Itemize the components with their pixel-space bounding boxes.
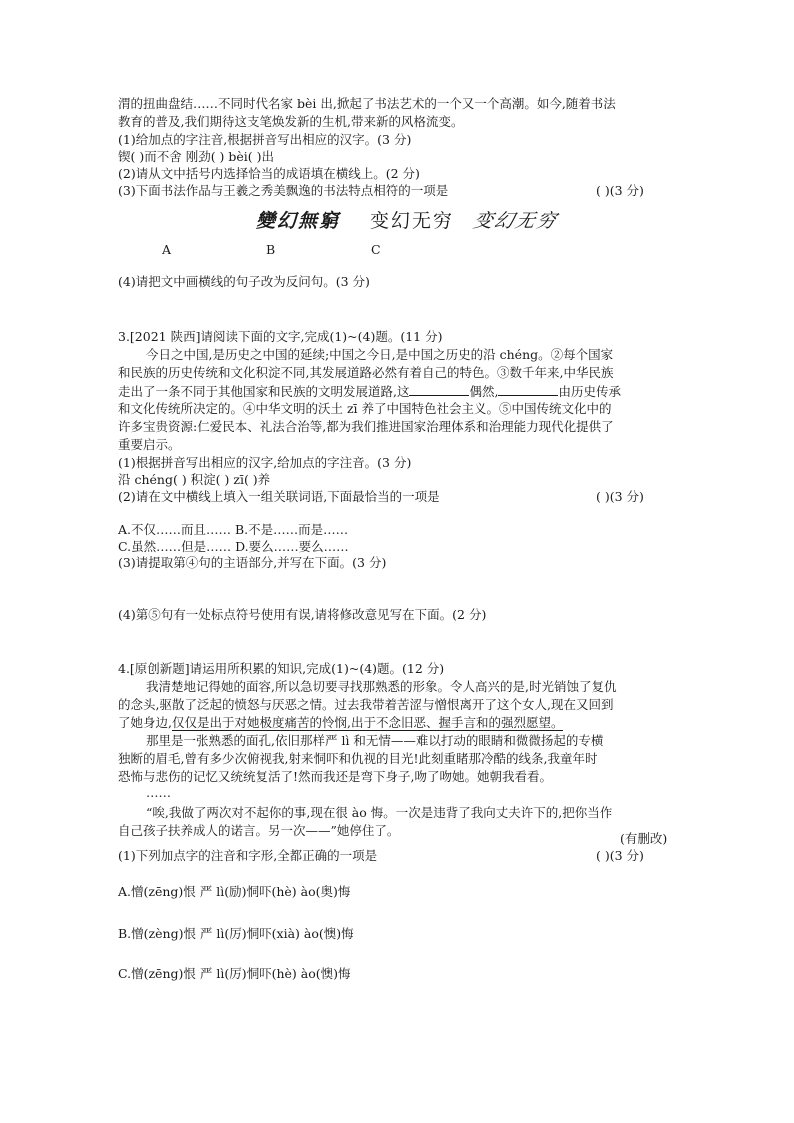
passage-line bbox=[118, 715, 563, 730]
question-4-1-option-a: A.憎(zēng)恨 严 lì(励)恫吓(hè) ào(奥)悔 bbox=[118, 884, 351, 899]
question-3-4: (4)第⑤句有一处标点符号使用有误,请将修改意见写在下面。(2 分) bbox=[118, 607, 487, 622]
option-label-c: C bbox=[371, 242, 381, 257]
question-2-4: (4)请把文中画横线的句子改为反问句。(3 分) bbox=[118, 274, 370, 289]
calligraphy-sample-b: 变幻无穷 bbox=[370, 210, 455, 232]
option-label-b: B bbox=[266, 242, 276, 257]
passage-line: 我清楚地记得她的面容,所以急切要寻找那熟悉的形象。令人高兴的是,时光销蚀了复仇 bbox=[146, 679, 617, 694]
underlined-sentence: 仅仅是出于对她极度痛苦的怜悯,出于不念旧恶、握手言和的强烈愿望。 bbox=[171, 715, 564, 730]
passage-line: 和民族的历史传统和文化积淀不同,其发展道路必然有着自己的特色。③数千年来,中华民族 bbox=[118, 365, 614, 380]
question-2-3: (3)下面书法作品与王羲之秀美飘逸的书法特点相符的一项是 bbox=[118, 183, 449, 198]
source-note: (有删改) bbox=[620, 831, 668, 846]
question-3-2-options-ab: A.不仅……而且…… B.不是……而是…… bbox=[118, 522, 349, 537]
ellipsis-line: …… bbox=[146, 785, 171, 800]
passage-line: 渭的扭曲盘结……不同时代名家 bèi 出,掀起了书法艺术的一个又一个高潮。如今,随着书法 bbox=[118, 96, 616, 111]
option-label-a: A bbox=[162, 242, 172, 257]
passage-text: 由历史传承 bbox=[558, 384, 621, 399]
question-3-2: (2)请在文中横线上填入一组关联词语,下面最恰当的一项是 bbox=[118, 489, 440, 504]
passage-line bbox=[118, 383, 621, 399]
question-3-2-options-cd: C.虽然……但是…… D.要么……要么…… bbox=[118, 539, 349, 554]
fill-blank[interactable] bbox=[498, 383, 558, 396]
passage-line: 恐怖与悲伤的记忆又统统复活了!然而我还是弯下身子,吻了吻她。她朝我看看。 bbox=[118, 769, 552, 784]
calligraphy-sample-c: 变幻无穷 bbox=[471, 210, 561, 232]
passage-line: 自己孩子扶养成人的诺言。另一次——”她停住了。 bbox=[118, 823, 400, 838]
question-3-3: (3)请提取第④句的主语部分,并写在下面。(3 分) bbox=[118, 555, 387, 570]
question-3-1: (1)根据拼音写出相应的汉字,给加点的字注音。(3 分) bbox=[118, 455, 412, 470]
passage-line: 独断的眉毛,曾有多少次俯视我,射来恫吓和仇视的目光!此刻重睹那冷酷的线条,我童年时 bbox=[118, 751, 598, 766]
passage-line: 教育的普及,我们期待这支笔焕发新的生机,带来新的风格流变。 bbox=[118, 114, 464, 129]
passage-line: 许多宝贵资源:仁爱民本、礼法合治等,都为我们推进国家治理体系和治理能力现代化提供了 bbox=[118, 419, 614, 434]
question-2-3-score: ( )(3 分) bbox=[596, 183, 644, 198]
question-2-1-items: 锲( )而不舍 刚劲( ) bèi( )出 bbox=[118, 149, 275, 164]
passage-line: 的念头,驱散了泛起的愤怒与厌恶之情。过去我带着苦涩与憎恨离开了这个女人,现在又回到 bbox=[118, 697, 614, 712]
passage-line: 重要启示。 bbox=[118, 437, 181, 452]
question-3-2-score: ( )(3 分) bbox=[596, 489, 644, 504]
question-3-heading: 3.[2021 陕西]请阅读下面的文字,完成(1)~(4)题。(11 分) bbox=[118, 329, 443, 344]
fill-blank[interactable] bbox=[409, 383, 469, 396]
passage-line: 和文化传统所决定的。④中华文明的沃土 zī 养了中国特色社会主义。⑤中国传统文化中的 bbox=[118, 401, 612, 416]
calligraphy-sample-a: 變幻無窮 bbox=[256, 210, 341, 232]
question-4-1: (1)下列加点字的注音和字形,全都正确的一项是 bbox=[118, 848, 378, 863]
passage-text: 偶然, bbox=[469, 384, 499, 399]
passage-text: 了她身边, bbox=[118, 715, 172, 730]
passage-line: 那里是一张熟悉的面孔,依旧那样严 lì 和无情——难以打动的眼睛和微微扬起的专横 bbox=[146, 733, 604, 748]
question-2-2: (2)请从文中括号内选择恰当的成语填在横线上。(2 分) bbox=[118, 166, 420, 181]
question-4-heading: 4.[原创新题]请运用所积累的知识,完成(1)~(4)题。(12 分) bbox=[118, 661, 445, 676]
question-4-1-score: ( )(3 分) bbox=[596, 848, 644, 863]
passage-line: “唉,我做了两次对不起你的事,现在很 ào 悔。一次是违背了我向丈夫许下的,把你当作 bbox=[146, 805, 613, 820]
question-2-1: (1)给加点的字注音,根据拼音写出相应的汉字。(3 分) bbox=[118, 132, 412, 147]
passage-text: 走出了一条不同于其他国家和民族的文明发展道路,这 bbox=[118, 384, 410, 399]
question-3-1-items: 沿 chéng( ) 积淀( ) zī( )养 bbox=[118, 472, 271, 487]
question-4-1-option-c: C.憎(zēng)恨 严 lì(厉)恫吓(hè) ào(懊)悔 bbox=[118, 966, 351, 981]
question-4-1-option-b: B.憎(zèng)恨 严 lì(厉)恫吓(xià) ào(懊)悔 bbox=[118, 926, 354, 941]
passage-line: 今日之中国,是历史之中国的延续;中国之今日,是中国之历史的沿 chéng。②每个国家 bbox=[146, 347, 614, 362]
